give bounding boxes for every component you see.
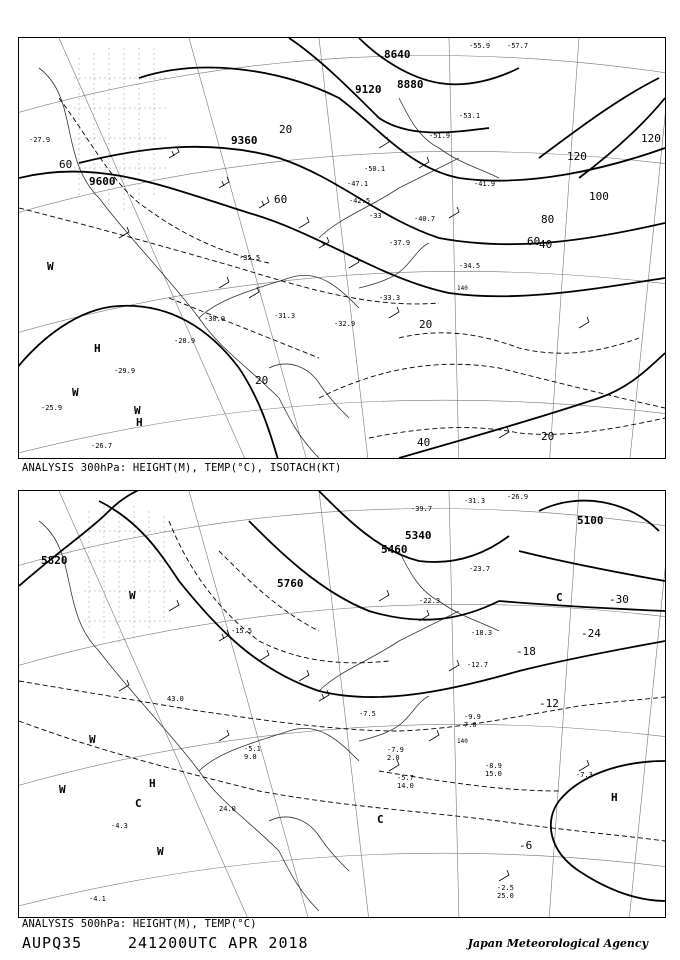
warm-marker: W [134,404,141,417]
station-temp: -39.7 [411,505,433,513]
warm-marker: W [72,386,79,399]
isotherm-label: -6 [519,839,533,852]
contour-label-group [41,514,604,590]
station-dewpoint: 2.0 [387,754,400,762]
height-contours [19,491,665,697]
station-temp: -4.1 [89,895,106,903]
station-temp: -7.3 [576,771,593,779]
isotach-label: 40 [417,436,431,449]
station-temp: -50.1 [364,165,386,173]
isotach-label: 120 [641,132,661,145]
station-temp: -42.5 [349,197,371,205]
coastlines [39,521,499,911]
station-temp: -34.5 [459,262,481,270]
contour-label: 5460 [381,543,408,556]
isotherms [19,521,665,841]
isotach-label: 20 [419,318,433,331]
contour-label: 5760 [277,577,304,590]
warm-marker: W [157,845,164,858]
station-dewpoint: 24.0 [219,805,236,813]
station-dewpoint: 25.0 [497,892,514,900]
longitude-label: 140 [457,285,468,292]
isotach-label: 20 [279,123,293,136]
caption-300hpa: ANALYSIS 300hPa: HEIGHT(M), TEMP(°C), ISOTACH(KT) [22,462,342,474]
contour-label: 5820 [41,554,68,567]
station-dewpoint: 9.0 [244,753,257,761]
ridge-contour [19,306,665,458]
isotach-label: 20 [255,374,269,387]
closed-contour [551,761,665,901]
station-temp: -37.9 [389,239,411,247]
station-temp: -23.7 [469,565,491,573]
isotach-label: 20 [541,430,555,443]
station-temp: -55.9 [469,42,491,50]
contour-label: 5100 [577,514,604,527]
station-temp: -29.9 [114,367,136,375]
caption-500hpa: ANALYSIS 500hPa: HEIGHT(M), TEMP(°C) [22,918,257,930]
station-temp: -15.5 [231,627,253,635]
cold-marker: C [135,797,142,810]
isotach-label-group [59,123,661,449]
station-temp: -8.9 [485,762,502,770]
isotherm-label: -24 [581,627,601,640]
station-temp: -27.9 [29,136,51,144]
station-dewpoint-group [167,695,514,900]
cold-marker: C [377,813,384,826]
station-temp: -7.9 [387,746,404,754]
station-temp: -2.5 [497,884,514,892]
station-temp: -32.9 [334,320,356,328]
station-temp: -4.3 [111,822,128,830]
isotach-label: 60 [527,235,541,248]
contour-label: 8880 [397,78,424,91]
pressure-center-group [59,589,618,858]
cold-marker: C [556,591,563,604]
dashed-contours [19,98,665,438]
station-temperature-group [89,493,593,903]
map-500hpa [18,490,666,918]
station-temp: -33.3 [379,294,401,302]
longitude-label: 140 [457,738,468,745]
isotach-label: 100 [589,190,609,203]
station-temp: -41.9 [474,180,496,188]
map-300hpa-canvas [19,38,665,458]
contour-label: 8640 [384,48,411,61]
warm-marker: W [47,260,54,273]
station-temp: -33 [369,212,382,220]
isotach-label: 120 [567,150,587,163]
high-pressure-marker: H [149,777,156,790]
isotach-label: 80 [541,213,555,226]
isotach-label: 60 [274,193,288,206]
station-temp: -31.3 [274,312,296,320]
station-temp: -22.3 [419,597,441,605]
graticule [19,491,665,917]
station-temp: -40.7 [414,215,436,223]
station-temp: -53.1 [459,112,481,120]
station-dewpoint: 15.0 [485,770,502,778]
isotherm-label: -12 [539,697,559,710]
station-temp: -5.1 [244,745,261,753]
station-temperature-group [29,42,528,450]
isotach-label: 60 [59,158,73,171]
station-temp: -57.7 [507,42,529,50]
wind-barb-group [119,590,589,881]
isotherm-label-group [516,593,629,852]
station-dewpoint: 7.0 [464,721,477,729]
agency-name: Japan Meteorological Agency [467,937,648,950]
warm-marker: W [129,589,136,602]
isotherm-label: -18 [516,645,536,658]
station-temp: -12.7 [467,661,489,669]
contour-label: 9120 [355,83,382,96]
station-temp: -26.9 [507,493,529,501]
map-300hpa [18,37,666,459]
contour-label: 9600 [89,175,116,188]
warm-marker: W [89,733,96,746]
isotherm-label: -30 [609,593,629,606]
chart-code: AUPQ35 [22,934,83,952]
warm-marker: W [59,783,66,796]
contour-label: 5340 [405,529,432,542]
station-temp: -51.9 [429,132,451,140]
station-temp: -26.7 [91,442,113,450]
high-pressure-marker: H [94,342,101,355]
station-temp: -5.7 [397,774,414,782]
contour-label: 9360 [231,134,258,147]
station-temp: -47.1 [347,180,369,188]
station-temp: -28.9 [174,337,196,345]
station-temp: -7.5 [359,710,376,718]
station-temp: -30.9 [204,315,226,323]
station-dewpoint: 14.0 [397,782,414,790]
map-500hpa-canvas [19,491,665,917]
stipple-area [84,506,174,646]
high-pressure-marker: H [611,791,618,804]
station-dewpoint: 43.0 [167,695,184,703]
station-temp: -18.3 [471,629,493,637]
valid-time: 241200UTC APR 2018 [128,934,309,952]
high-pressure-marker: H [136,416,143,429]
station-temp: -9.9 [464,713,481,721]
isotach-label: 40 [539,238,553,251]
station-temp: -25.9 [41,404,63,412]
station-temp: -31.3 [464,497,486,505]
station-temp: -35.5 [239,254,261,262]
